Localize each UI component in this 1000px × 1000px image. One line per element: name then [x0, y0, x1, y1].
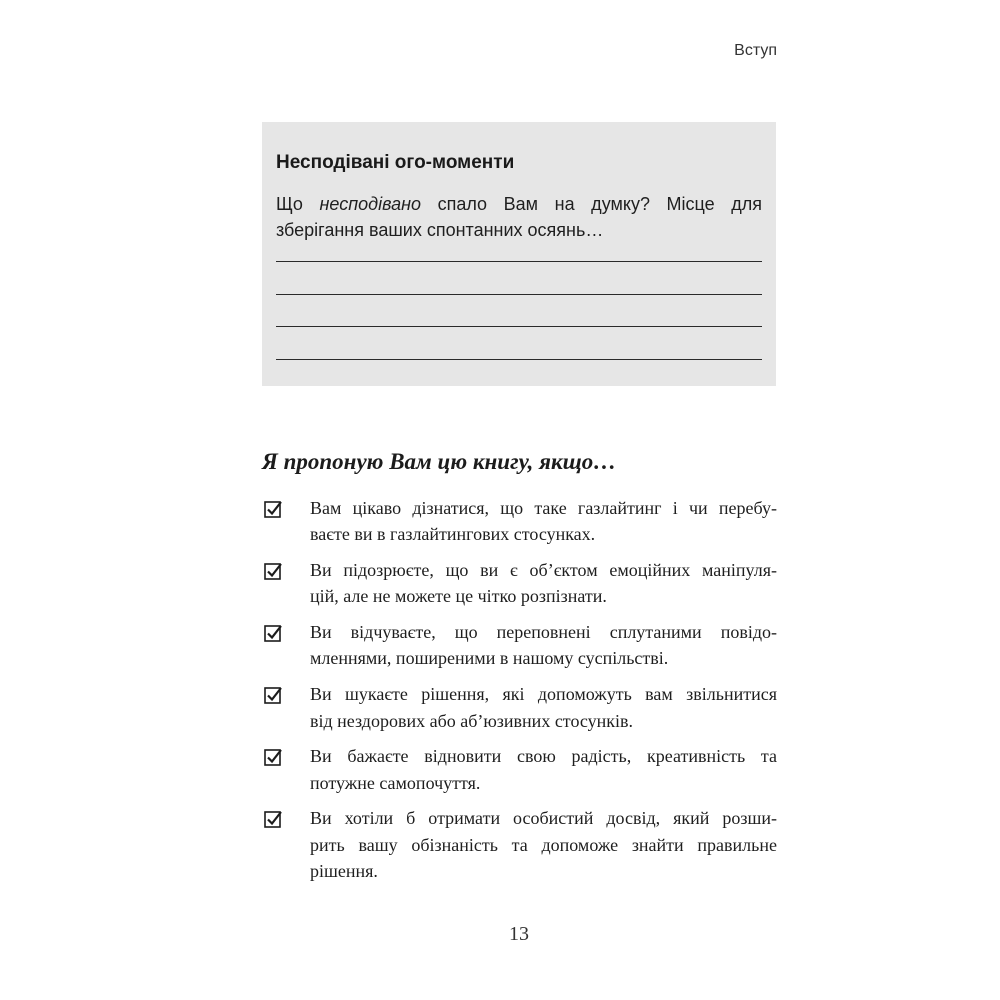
item-line: цій, але не можете це чітко розпізнати.	[310, 586, 607, 607]
prompt-start: Що	[276, 194, 320, 214]
item-line: Ви хотіли б отримати особистий досвід, який розши-	[310, 808, 777, 829]
box-prompt-line-2: зберігання ваших спонтанних осяянь…	[276, 220, 604, 240]
blank-write-line[interactable]	[276, 326, 762, 327]
checkbox-checked-icon	[264, 748, 283, 767]
item-line: Вам цікаво дізнатися, що таке газлайтинг і чи перебу-	[310, 498, 777, 518]
checklist	[262, 495, 777, 894]
item-line: ваєте ви в газлайтингових стосунках.	[310, 524, 596, 545]
section-heading: Я пропоную Вам цю книгу, якщо…	[262, 449, 617, 474]
blank-write-line[interactable]	[276, 261, 762, 262]
item-line: Ви підозрюєте, що ви є об’єктом емоційних маніпуля-	[310, 560, 777, 581]
list-item	[262, 681, 777, 734]
item-line: мленнями, поширеними в нашому суспільстві.	[310, 648, 669, 669]
item-line: рить вашу обізнаність та допоможе знайти правильне	[310, 834, 777, 855]
blank-write-line[interactable]	[276, 359, 762, 360]
item-line: від нездорових або аб’юзивних стосунків.	[310, 710, 634, 731]
list-item	[262, 619, 777, 672]
checkbox-checked-icon	[264, 562, 283, 581]
item-line: потужне самопочуття.	[310, 772, 481, 793]
item-line: Ви бажаєте відновити свою радість, креативність та	[310, 746, 777, 767]
checkbox-checked-icon	[264, 624, 283, 643]
page-number: 13	[509, 923, 529, 945]
item-line: Ви шукаєте рішення, які допоможуть вам звільнитися	[310, 684, 777, 705]
box-title: Несподівані ого-моменти	[276, 152, 515, 173]
box-prompt-line-1	[276, 191, 762, 217]
checkbox-checked-icon	[264, 686, 283, 705]
prompt-emphasis: несподівано	[319, 194, 421, 214]
item-line: рішення.	[310, 861, 378, 882]
running-header: Вступ	[734, 42, 777, 59]
notes-box	[262, 122, 776, 386]
checkbox-checked-icon	[264, 810, 283, 829]
checkbox-checked-icon	[264, 500, 283, 519]
list-item	[262, 743, 777, 796]
blank-write-line[interactable]	[276, 294, 762, 295]
list-item	[262, 557, 777, 610]
item-line: Ви відчуваєте, що переповнені сплутаними повідо-	[310, 622, 777, 643]
list-item	[262, 495, 777, 548]
list-item	[262, 805, 777, 884]
prompt-line1-end: спало Вам на думку? Місце для	[421, 194, 762, 214]
